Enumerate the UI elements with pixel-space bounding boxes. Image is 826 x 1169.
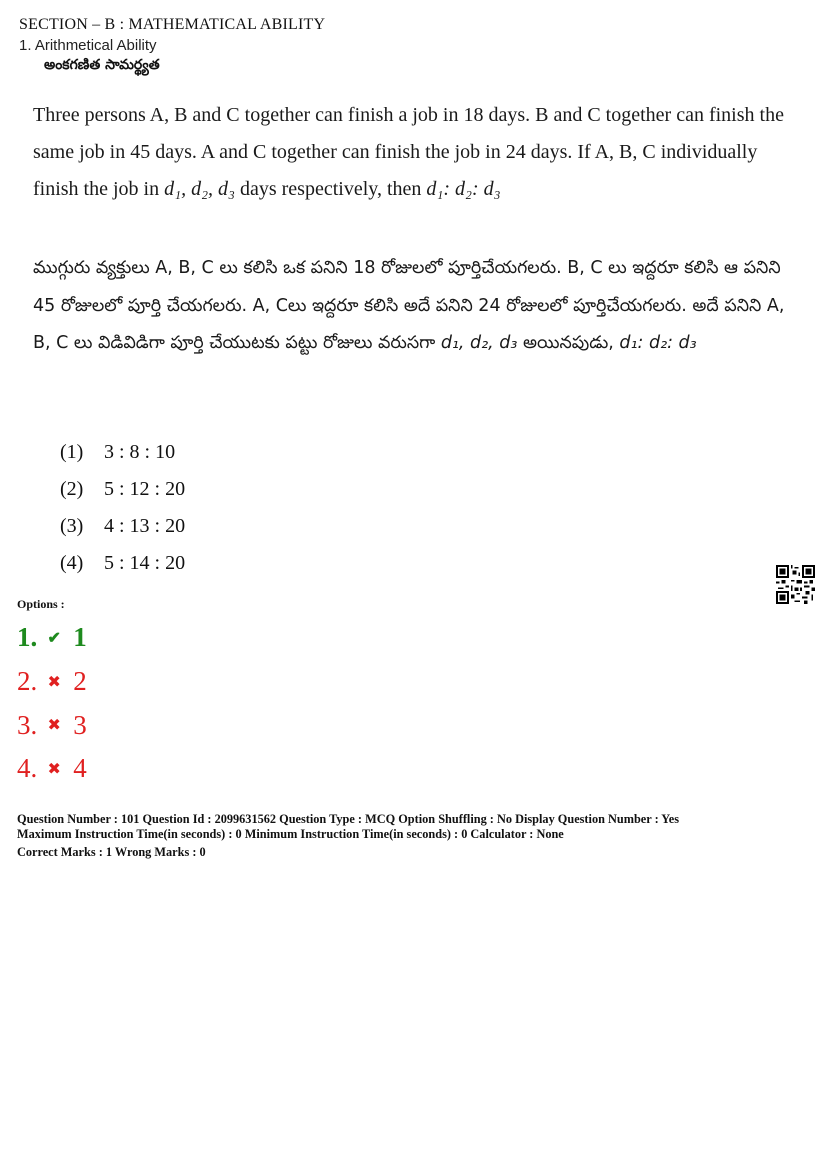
choice-text: 3 : 8 : 10	[104, 441, 176, 463]
choice-number: (3)	[60, 515, 84, 537]
math-vars-te: d₁, d₂, d₃	[440, 333, 518, 353]
meta-line-2: Maximum Instruction Time(in seconds) : 0 Minimum Instruction Time(in seconds) : 0 Calculator : None	[17, 826, 564, 841]
question-text-telugu	[33, 250, 793, 363]
option-4	[17, 747, 87, 791]
math-ratio: d₁: d₂: d₃	[426, 178, 501, 200]
option-index: 1.	[17, 622, 38, 653]
choice-2	[60, 474, 185, 511]
question-text-english	[33, 97, 793, 208]
option-value: 2	[73, 666, 87, 697]
choice-number: (1)	[60, 441, 84, 463]
choice-text: 4 : 13 : 20	[104, 515, 186, 537]
subsection-title-telugu: అంకగణిత సామర్థ్యత	[44, 57, 160, 73]
cross-icon: ✖	[47, 673, 61, 691]
option-index: 4.	[17, 753, 38, 784]
cross-icon: ✖	[47, 717, 61, 735]
check-icon: ✔	[47, 629, 61, 647]
choice-text: 5 : 14 : 20	[104, 552, 186, 574]
choice-number: (4)	[60, 552, 84, 574]
choice-text: 5 : 12 : 20	[104, 478, 186, 500]
meta-line-3: Correct Marks : 1 Wrong Marks : 0	[17, 845, 206, 859]
option-2	[17, 660, 87, 704]
meta-line-1: Question Number : 101 Question Id : 2099631562 Question Type : MCQ Option Shuffling : No Display Question Number : Yes	[17, 812, 680, 826]
option-index: 3.	[17, 709, 38, 740]
math-ratio-te: d₁: d₂: d₃	[619, 333, 697, 353]
question-en-part2: days respectively, then	[234, 178, 427, 200]
option-1	[17, 616, 87, 660]
option-value: 4	[73, 753, 87, 784]
choice-3	[60, 511, 185, 548]
options-label: Options :	[17, 597, 65, 611]
question-te-part1: ముగ్గురు వ్యక్తులు A, B, C లు కలిసి ఒక పనిని 18 రోజులలో పూర్తిచేయగలరు. B, C లు ఇద్దరూ కలిసి ఆ పనిని 45 రోజులలో పూర్తి చేయగలరు. A, Cలు ఇద్దరూ కలిసి అదే పనిని 24 రోజులలో పూర్తిచేయగలరు. అదే పనిని A, B, C లు విడివిడిగా పూర్తి చేయుటకు పట్టు రోజులు వరుసగా	[33, 258, 785, 353]
qr-code-icon	[776, 565, 815, 604]
option-3	[17, 703, 87, 747]
cross-icon: ✖	[47, 760, 61, 778]
question-metadata	[17, 812, 817, 860]
math-vars: d₁, d₂, d₃	[164, 178, 235, 200]
option-value: 3	[73, 709, 87, 740]
subsection-title: 1. Arithmetical Ability	[19, 37, 157, 54]
choice-1	[60, 437, 185, 474]
question-en-part1: Three persons A, B and C together can finish a job in 18 days. B and C together can finish the same job in 45 days. A and C together can finish the job in 24 days. If A, B, C individually finish the job in	[33, 104, 784, 200]
section-title: SECTION – B : MATHEMATICAL ABILITY	[19, 16, 326, 33]
choice-number: (2)	[60, 478, 84, 500]
choice-4	[60, 548, 185, 585]
option-index: 2.	[17, 666, 38, 697]
options-list	[17, 616, 87, 791]
option-value: 1	[73, 622, 87, 653]
question-te-part2: అయినపుడు,	[517, 333, 620, 353]
answer-choices	[60, 437, 185, 585]
